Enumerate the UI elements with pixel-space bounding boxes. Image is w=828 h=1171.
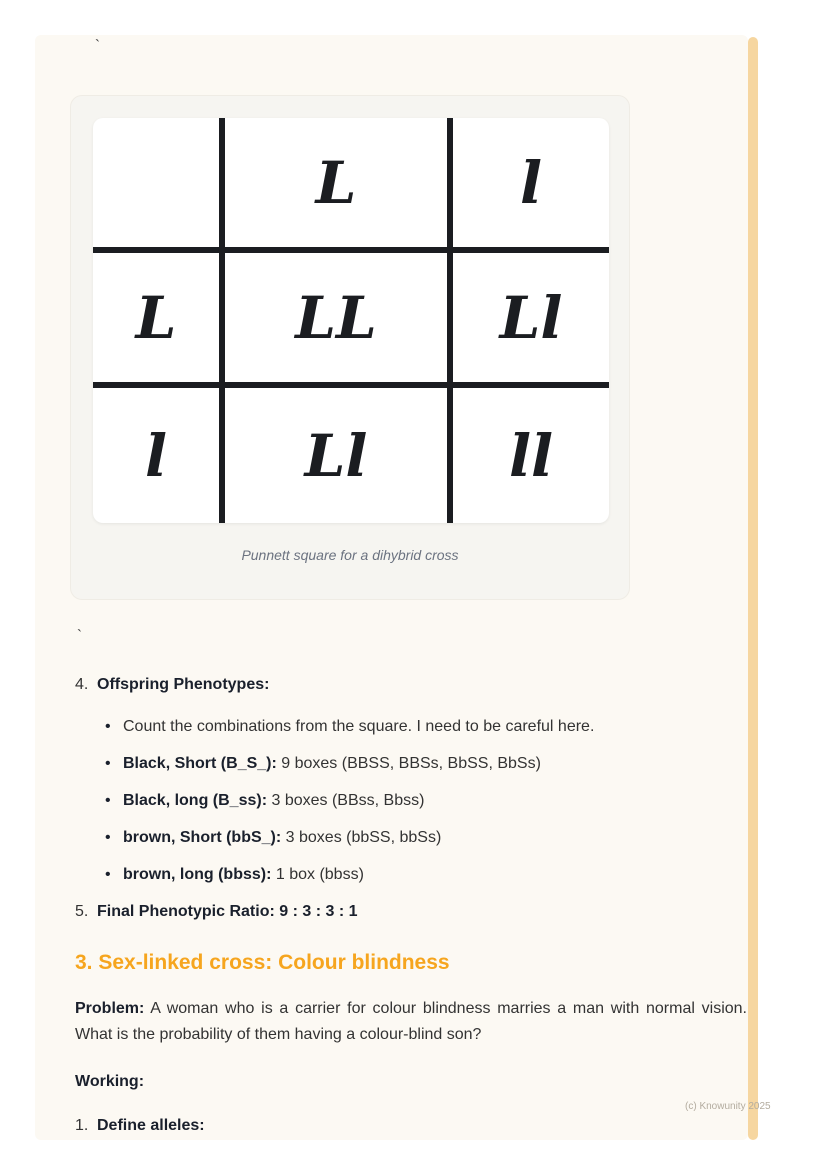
stray-backtick-bottom: `	[77, 627, 82, 644]
phenotype-bullet-list	[105, 715, 747, 887]
numbered-item-5	[75, 900, 747, 924]
punnett-corner-cell	[93, 118, 225, 253]
stray-backtick-top: `	[95, 37, 100, 54]
item-title: Offspring Phenotypes:	[97, 676, 270, 693]
bullet-icon: •	[105, 718, 111, 735]
item-title: Define alleles:	[97, 1117, 205, 1134]
problem-text: A woman who is a carrier for colour blindness marries a man with normal vision. What is the probability of them having a colour-blind son?	[75, 1000, 747, 1043]
bullet-bold: brown, Short (bbS_):	[123, 829, 282, 846]
page-edge-bar	[748, 37, 758, 1140]
numbered-item-4	[75, 673, 747, 697]
punnett-grid	[93, 118, 609, 523]
punnett-cell: Ll	[225, 388, 453, 523]
copyright-note: (c) Knowunity 2025	[685, 1101, 771, 1112]
notes-content	[75, 673, 747, 1156]
figure-caption: Punnett square for a dihybrid cross	[241, 547, 459, 563]
punnett-row-header: l	[93, 388, 225, 523]
list-item	[105, 863, 747, 887]
numbered-item-1	[75, 1114, 747, 1138]
item-title: Final Phenotypic Ratio: 9 : 3 : 3 : 1	[97, 903, 358, 920]
list-item	[105, 715, 747, 739]
bullet-text	[123, 715, 594, 739]
figure-card	[70, 95, 630, 600]
bullet-rest: 3 boxes (bbSS, bbSs)	[281, 829, 442, 846]
bullet-rest: 3 boxes (BBss, Bbss)	[267, 792, 425, 809]
working-label: Working:	[75, 1073, 145, 1090]
punnett-cell: LL	[225, 253, 453, 388]
punnett-col-header: l	[453, 118, 609, 253]
list-item	[105, 789, 747, 813]
bullet-rest: Count the combinations from the square. I need to be careful here.	[123, 718, 595, 735]
list-item	[105, 826, 747, 850]
section-heading-sex-linked-cross: 3. Sex-linked cross: Colour blindness	[75, 951, 450, 974]
problem-paragraph	[75, 996, 747, 1048]
punnett-col-header: L	[225, 118, 453, 253]
bullet-rest: 9 boxes (BBSS, BBSs, BbSS, BbSs)	[276, 755, 541, 772]
bullet-icon: •	[105, 866, 111, 883]
bullet-bold: Black, long (B_ss):	[123, 792, 268, 809]
bullet-text	[123, 752, 541, 776]
item-number: 1.	[75, 1117, 89, 1134]
bullet-icon: •	[105, 829, 111, 846]
bullet-icon: •	[105, 792, 111, 809]
item-number: 4.	[75, 676, 89, 693]
list-item	[105, 752, 747, 776]
bullet-bold: brown, long (bbss):	[123, 866, 272, 883]
bullet-bold: Black, Short (B_S_):	[123, 755, 277, 772]
punnett-row-header: L	[93, 253, 225, 388]
bullet-text	[123, 789, 424, 813]
punnett-square-figure	[93, 118, 609, 523]
bullet-rest: 1 box (bbss)	[271, 866, 364, 883]
punnett-cell: Ll	[453, 253, 609, 388]
bullet-text	[123, 863, 364, 887]
item-number: 5.	[75, 903, 89, 920]
bullet-text	[123, 826, 441, 850]
punnett-cell: ll	[508, 421, 554, 490]
document-sheet	[35, 35, 748, 1140]
problem-label: Problem:	[75, 1000, 145, 1017]
bullet-icon: •	[105, 755, 111, 772]
